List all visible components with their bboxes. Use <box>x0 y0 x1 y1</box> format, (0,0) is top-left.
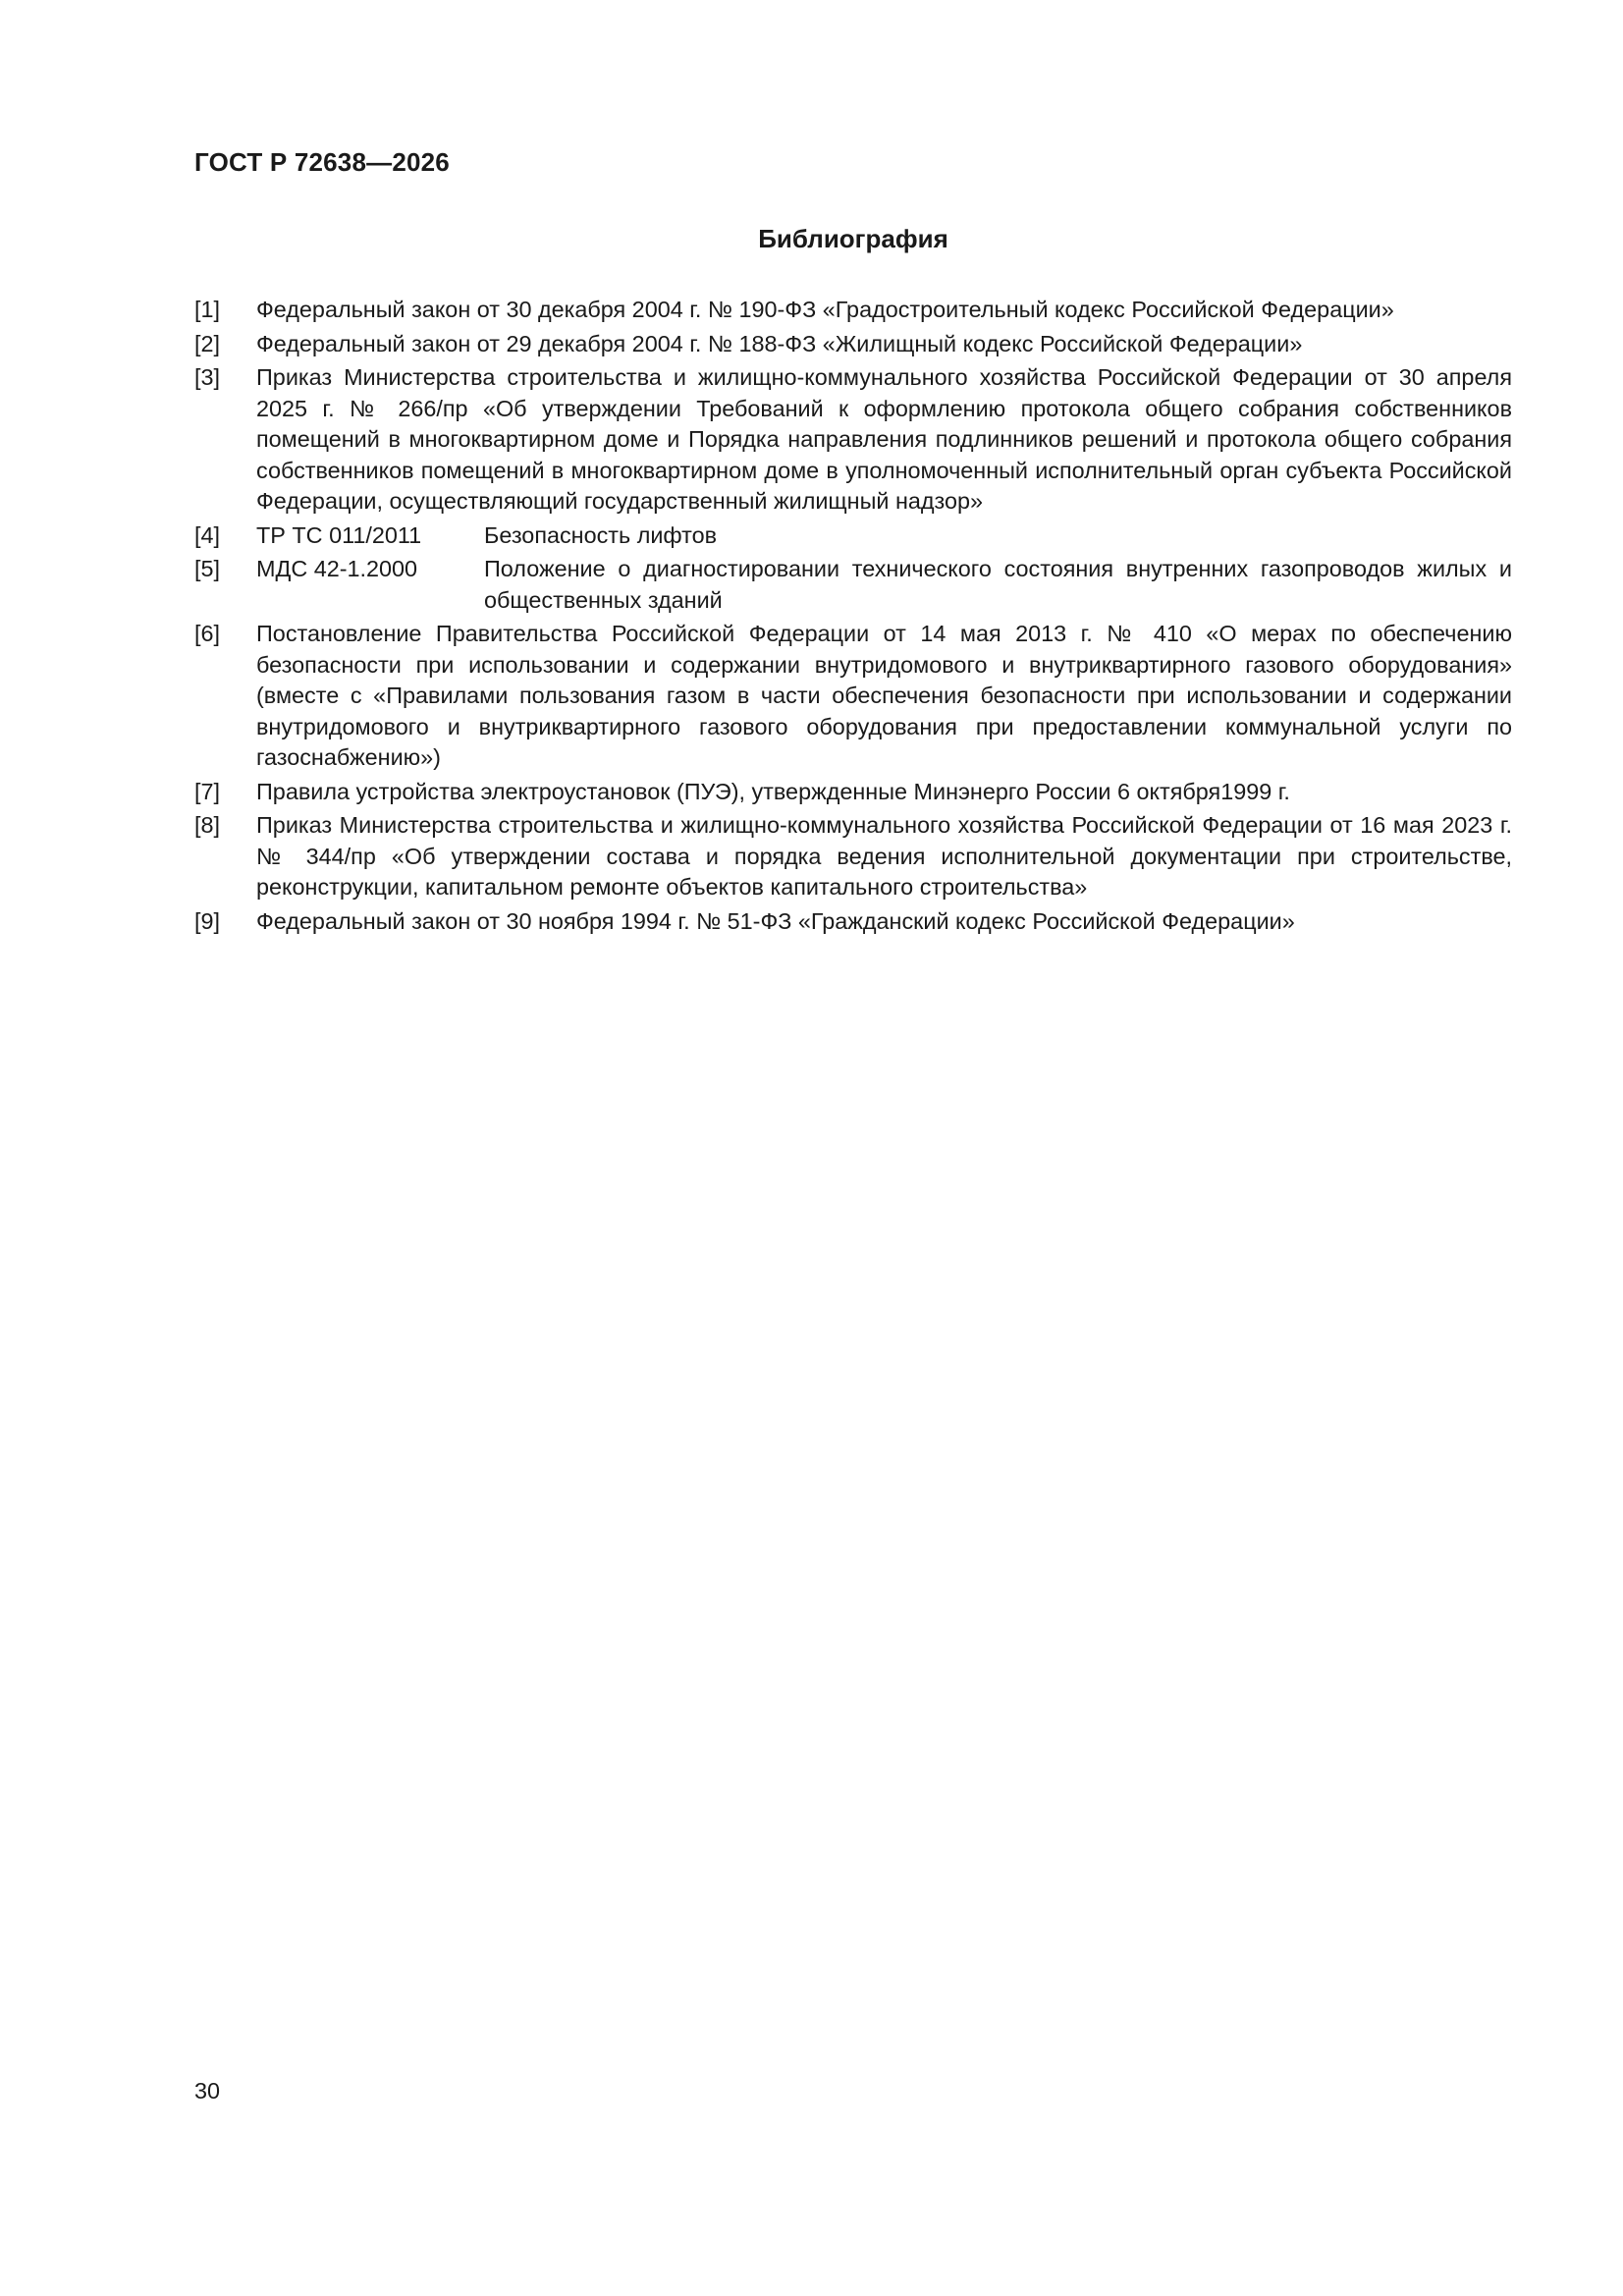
entry-designation: МДС 42-1.2000 <box>256 556 418 581</box>
bibliography-entry <box>194 619 1512 774</box>
bibliography-entry <box>194 329 1512 360</box>
bibliography-entry <box>194 520 1512 552</box>
bibliography-entry <box>194 295 1512 326</box>
entry-text: Федеральный закон от 30 декабря 2004 г. № 190-ФЗ «Градостроительный кодекс Российской Федерации» <box>256 297 1394 322</box>
bibliography-entry <box>194 777 1512 808</box>
page-number: 30 <box>194 2078 221 2104</box>
entry-text: Приказ Министерства строительства и жилищно-коммунального хозяйства Российской Федерации от 30 апреля 2025 г. № 266/пр «Об утверждении Требований к оформлению протокола общего собрания собственников помещений в многоквартирном доме и Порядка направления подлинников решений и протокола общего собрания собственников помещений в многоквартирном доме в уполномоченный исполнительный орган субъекта Российской Федерации, осуществляющий государственный жилищный надзор» <box>256 364 1512 514</box>
entry-number: [5] <box>194 556 221 581</box>
bibliography-entry <box>194 810 1512 903</box>
entry-text: Постановление Правительства Российской Федерации от 14 мая 2013 г. № 410 «О мерах по обеспечению безопасности при использовании и содержании внутридомового и внутриквартирного газового оборудования» (вместе с «Правилами пользования газом в части обеспечения безопасности при использовании и содержании внутридомового и внутриквартирного газового оборудования при предоставлении коммунальной услуги по газоснабжению») <box>256 621 1512 770</box>
bibliography-entry <box>194 554 1512 616</box>
bibliography-title: Библиография <box>758 224 948 253</box>
bibliography-entry <box>194 906 1512 938</box>
entry-text: Приказ Министерства строительства и жилищно-коммунального хозяйства Российской Федерации от 16 мая 2023 г. № 344/пр «Об утверждении состава и порядка ведения исполнительной документации при строительстве, реконструкции, капитальном ремонте объектов капитального строительства» <box>256 812 1512 900</box>
entry-text: Положение о диагностировании технического состояния внутренних газопроводов жилых и общественных зданий <box>484 556 1512 613</box>
entry-text: Федеральный закон от 30 ноября 1994 г. № 51-ФЗ «Гражданский кодекс Российской Федерации» <box>256 907 1295 934</box>
entry-number: [9] <box>194 907 221 934</box>
entry-number: [1] <box>194 297 221 322</box>
entry-number: [3] <box>194 364 221 390</box>
entry-text: Безопасность лифтов <box>484 521 718 548</box>
entry-text: Федеральный закон от 29 декабря 2004 г. № 188-ФЗ «Жилищный кодекс Российской Федерации» <box>256 330 1303 356</box>
entry-number: [6] <box>194 621 221 646</box>
entry-number: [2] <box>194 330 221 356</box>
entry-number: [4] <box>194 521 221 548</box>
document-header: ГОСТ Р 72638—2026 <box>194 147 450 177</box>
bibliography-list <box>194 295 1512 940</box>
bibliography-entry <box>194 362 1512 518</box>
entry-designation: ТР ТС 011/2011 <box>256 521 422 548</box>
entry-number: [7] <box>194 778 221 804</box>
entry-text: Правила устройства электроустановок (ПУЭ), утвержденные Минэнерго России 6 октября1999 г. <box>256 778 1290 804</box>
entry-number: [8] <box>194 812 221 838</box>
